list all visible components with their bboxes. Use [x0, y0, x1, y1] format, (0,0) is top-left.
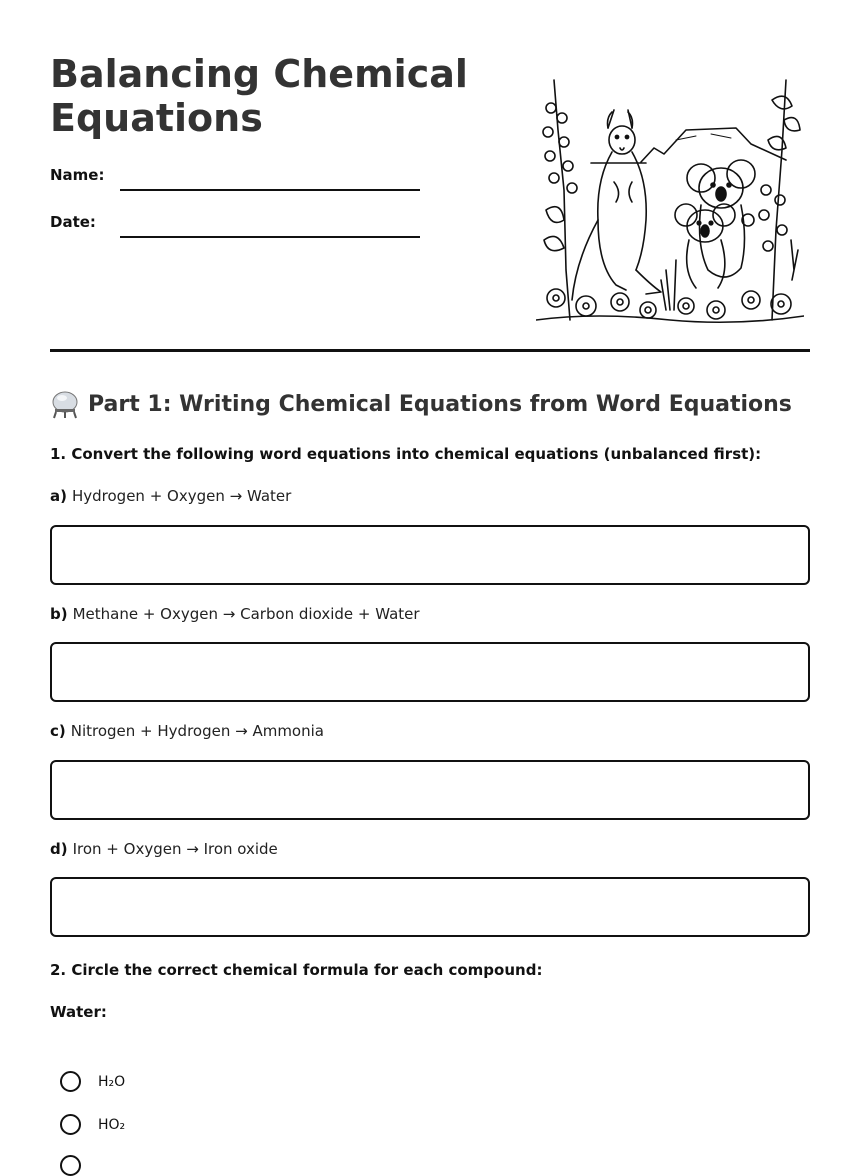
- radio-circle[interactable]: [60, 1114, 81, 1135]
- question-2-title: 2. Circle the correct chemical formula for each compound:: [50, 961, 543, 979]
- item-text: Methane + Oxygen → Carbon dioxide + Water: [72, 605, 420, 623]
- question-1-title: 1. Convert the following word equations into chemical equations (unbalanced first):: [50, 445, 762, 463]
- option-h2o[interactable]: [60, 1071, 125, 1092]
- item-letter: c): [50, 722, 66, 740]
- answer-box-1d[interactable]: [50, 877, 810, 937]
- name-label: Name:: [50, 166, 105, 184]
- option-ho2[interactable]: [60, 1114, 125, 1135]
- item-text: Nitrogen + Hydrogen → Ammonia: [70, 722, 324, 740]
- item-letter: b): [50, 605, 68, 623]
- answer-box-1c[interactable]: [50, 760, 810, 820]
- option-cutoff[interactable]: [60, 1155, 81, 1176]
- question-1c: [50, 722, 324, 740]
- lab-flask-icon: [50, 389, 80, 419]
- answer-box-1b[interactable]: [50, 642, 810, 702]
- item-text: Iron + Oxygen → Iron oxide: [72, 840, 278, 858]
- part1-heading: [50, 388, 792, 420]
- answer-box-1a[interactable]: [50, 525, 810, 585]
- question-1b: [50, 605, 420, 623]
- date-field[interactable]: [50, 213, 420, 243]
- question-1a: [50, 487, 291, 505]
- kangaroo-koala-illustration: [536, 70, 804, 326]
- radio-circle[interactable]: [60, 1155, 81, 1176]
- radio-circle[interactable]: [60, 1071, 81, 1092]
- date-line[interactable]: [120, 236, 420, 238]
- option-label: HO₂: [98, 1116, 126, 1133]
- compound-label: Water:: [50, 1003, 107, 1021]
- item-text: Hydrogen + Oxygen → Water: [71, 487, 292, 505]
- date-label: Date:: [50, 213, 96, 231]
- name-line[interactable]: [120, 189, 420, 191]
- question-1d: [50, 840, 278, 858]
- page-title: Balancing Chemical Equations: [50, 52, 468, 140]
- part1-title: Part 1: Writing Chemical Equations from Word Equations: [88, 391, 792, 417]
- item-letter: a): [50, 487, 67, 505]
- name-field[interactable]: [50, 166, 420, 196]
- item-letter: d): [50, 840, 68, 858]
- header-divider: [50, 349, 810, 352]
- option-label: H₂O: [98, 1073, 126, 1090]
